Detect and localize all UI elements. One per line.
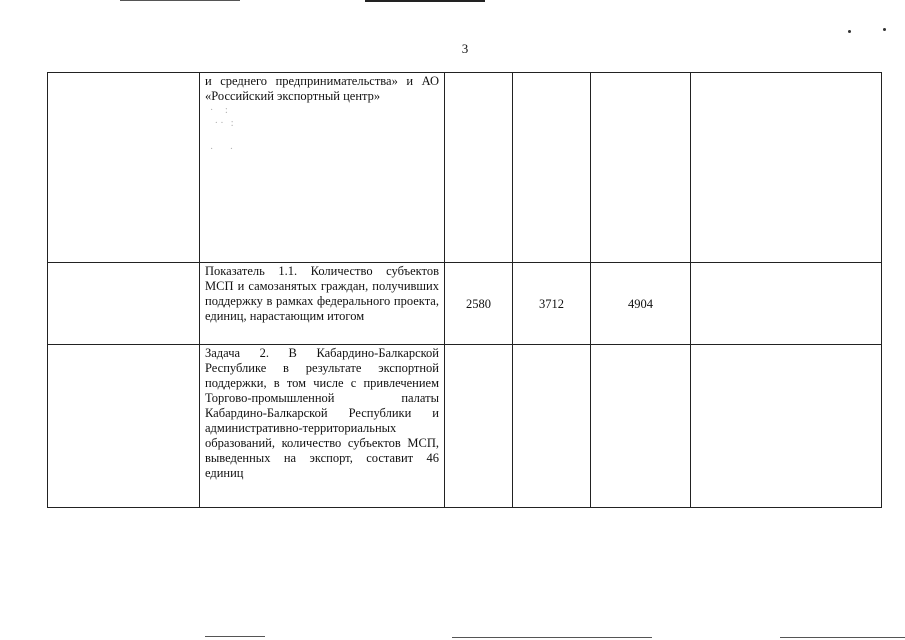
scan-artifact-dot bbox=[848, 30, 851, 33]
table-cell-value-3 bbox=[591, 73, 691, 263]
table-cell-value-2 bbox=[513, 345, 591, 508]
table-cell-text bbox=[200, 73, 445, 263]
row-text: и среднего предпринимательства» и АО «Российский экспортный центр» bbox=[205, 74, 439, 103]
table-cell-margin bbox=[48, 345, 200, 508]
scan-artifact-top-left bbox=[120, 0, 240, 1]
scan-artifact-top-center bbox=[365, 0, 485, 2]
table-cell-value-1 bbox=[445, 345, 513, 508]
page-number: 3 bbox=[461, 41, 469, 56]
table-row bbox=[48, 73, 882, 263]
indicator-table bbox=[47, 72, 882, 508]
table-cell-text: Показатель 1.1. Количество субъектов МСП и самозанятых граждан, получивших поддержку в рамках федерального проекта, единиц, нарастающим итогом bbox=[200, 263, 445, 345]
scan-artifact-bottom-left bbox=[205, 636, 265, 637]
table-cell-value-1: 2580 bbox=[445, 263, 513, 345]
scan-artifact-bottom-right bbox=[780, 637, 905, 638]
table-cell-value-3: 4904 bbox=[591, 263, 691, 345]
table-cell-value-4 bbox=[691, 345, 882, 508]
table-cell-value-1 bbox=[445, 73, 513, 263]
table-cell-text: Задача 2. В Кабардино-Балкарской Республике в результате экспортной поддержки, в том числе с привлечением Торгово-промышленной палаты Кабардино-Балкарской Республики и административно-территориальных образований, количество субъектов МСП, выведенных на экспорт, составит 46 единиц bbox=[200, 345, 445, 508]
table-row bbox=[48, 345, 882, 508]
scan-artifact-bottom-center bbox=[452, 637, 652, 638]
table-row bbox=[48, 263, 882, 345]
bleed-through-marks: · : ·· : · · bbox=[205, 104, 236, 155]
table-cell-margin bbox=[48, 263, 200, 345]
table-cell-value-2: 3712 bbox=[513, 263, 591, 345]
table-cell-value-3 bbox=[591, 345, 691, 508]
scan-artifact-dot bbox=[883, 28, 886, 31]
table-cell-value-2 bbox=[513, 73, 591, 263]
table-cell-value-4 bbox=[691, 263, 882, 345]
table-cell-margin bbox=[48, 73, 200, 263]
table-cell-value-4 bbox=[691, 73, 882, 263]
